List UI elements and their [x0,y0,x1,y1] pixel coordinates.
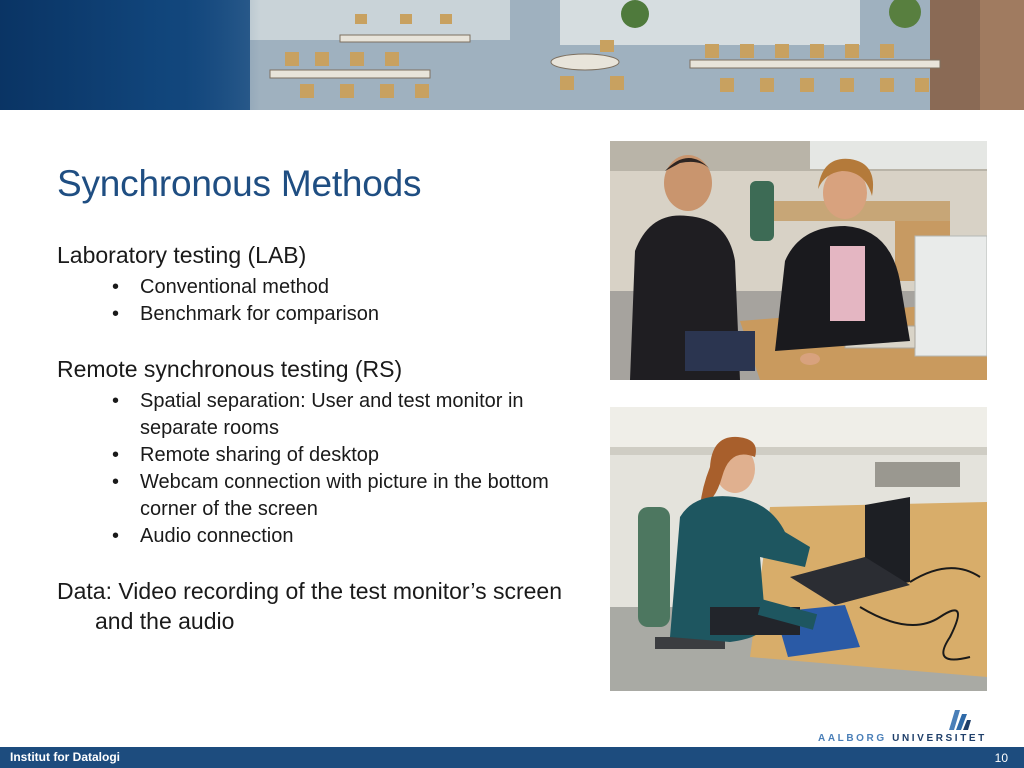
bullet-icon: • [112,471,120,493]
institute-name: Institut for Datalogi [10,750,120,764]
list-item: • Benchmark for comparison [112,301,577,328]
list-item: • Spatial separation: User and test monitor in separate rooms [112,390,524,439]
rs-bullet-list [57,388,577,550]
header-banner-photo [0,0,1024,110]
page-number: 10 [994,751,1008,765]
bullet-icon: • [112,276,120,298]
remote-testing-illustration [610,407,987,691]
lab-testing-illustration [610,141,987,380]
footer-bar [0,747,1024,768]
bullet-icon: • [112,390,120,412]
lab-testing-photo [610,141,987,380]
remote-testing-photo [610,407,987,691]
logo-wordmark: AALBORG UNIVERSITET [818,733,987,744]
section-heading-rs: Remote synchronous testing (RS) [57,356,403,382]
bullet-icon: • [112,444,120,466]
aalborg-university-logo [818,708,988,744]
data-description: Data: Video recording of the test monitor’s screen and the audio [57,578,563,634]
list-item: • Audio connection [112,523,577,550]
bullet-icon: • [112,303,120,325]
section-heading-lab: Laboratory testing (LAB) [57,242,307,268]
list-item: • Remote sharing of desktop [112,442,577,469]
lab-bullet-list [57,274,577,328]
list-item: • Webcam connection with picture in the bottom corner of the screen [112,471,549,520]
list-item: • Conventional method [112,274,577,301]
slide-title: Synchronous Methods [57,163,422,204]
university-emblem-icon [946,708,972,732]
bullet-icon: • [112,525,120,547]
slide-body [57,240,577,636]
